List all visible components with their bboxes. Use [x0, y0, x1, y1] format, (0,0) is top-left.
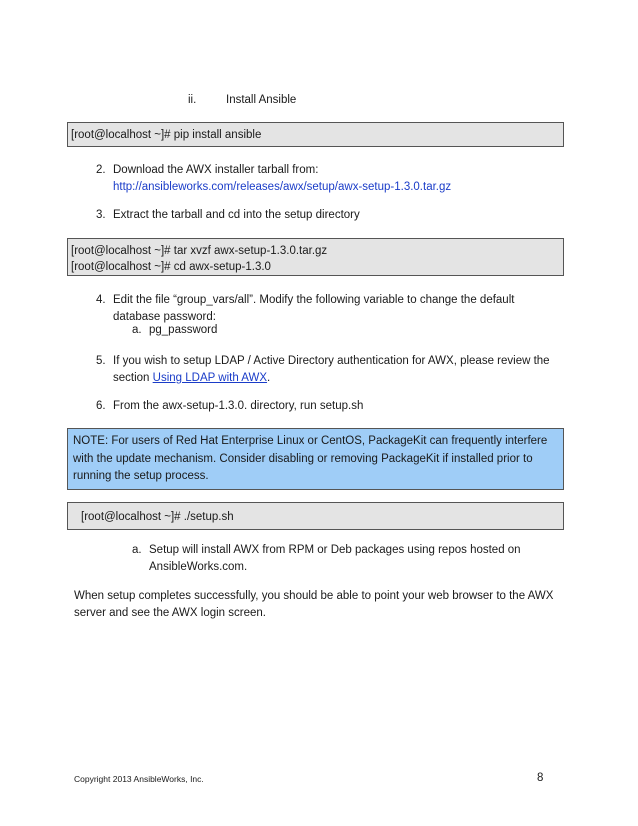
closing-line1: When setup completes successfully, you should be able to point your web browser to the AWX [74, 590, 554, 602]
note-line: NOTE: For users of Red Hat Enterprise Linux or CentOS, PackageKit can frequently interfere [73, 435, 548, 447]
code-block-pip-install [67, 122, 564, 147]
step-2-text: Download the AWX installer tarball from: [113, 164, 319, 176]
note-line: running the setup process. [73, 470, 209, 482]
step-4-sub-marker: a. [132, 324, 142, 336]
step-5-line1: If you wish to setup LDAP / Active Directory authentication for AWX, please review the [113, 355, 550, 367]
step-6-text: From the awx-setup-1.3.0. directory, run setup.sh [113, 400, 364, 412]
code-line: [root@localhost ~]# ./setup.sh [81, 511, 234, 523]
note-line: with the update mechanism. Consider disabling or removing PackageKit if installed prior to [73, 452, 533, 465]
step-6-number: 6. [96, 400, 106, 412]
step-ii-marker: ii. [188, 94, 197, 106]
step-5-line2 [113, 370, 270, 387]
code-line: [root@localhost ~]# cd awx-setup-1.3.0 [71, 261, 271, 273]
step-2-number: 2. [96, 164, 106, 176]
step-4-line1: Edit the file “group_vars/all”. Modify the following variable to change the default [113, 294, 515, 306]
footer-copyright: Copyright 2013 AnsibleWorks, Inc. [74, 774, 204, 784]
step-5-line2-prefix: section [113, 372, 153, 384]
ldap-guide-link[interactable]: Using LDAP with AWX [152, 372, 268, 384]
step-5-line2-suffix: . [267, 372, 271, 384]
code-line: [root@localhost ~]# pip install ansible [71, 129, 262, 141]
step-3-number: 3. [96, 209, 106, 221]
substep-a-line1: Setup will install AWX from RPM or Deb packages using repos hosted on [149, 544, 521, 556]
page-number: 8 [537, 772, 544, 784]
code-block-extract [67, 238, 564, 276]
step-ii-label: Install Ansible [226, 94, 297, 106]
code-block-setup [67, 502, 564, 530]
awx-tarball-link[interactable]: http://ansibleworks.com/releases/awx/setup/awx-setup-1.3.0.tar.gz [113, 181, 452, 193]
packagekit-note [67, 428, 564, 490]
step-5-number: 5. [96, 355, 106, 367]
substep-a-marker: a. [132, 544, 142, 556]
step-4-sub-text: pg_password [149, 324, 218, 336]
code-line: [root@localhost ~]# tar xvzf awx-setup-1.3.0.tar.gz [71, 245, 328, 257]
step-3-text: Extract the tarball and cd into the setup directory [113, 209, 360, 221]
step-4-line2: database password: [113, 311, 216, 323]
substep-a-line2: AnsibleWorks.com. [149, 561, 248, 573]
closing-line2: server and see the AWX login screen. [74, 607, 266, 619]
step-4-number: 4. [96, 294, 106, 306]
